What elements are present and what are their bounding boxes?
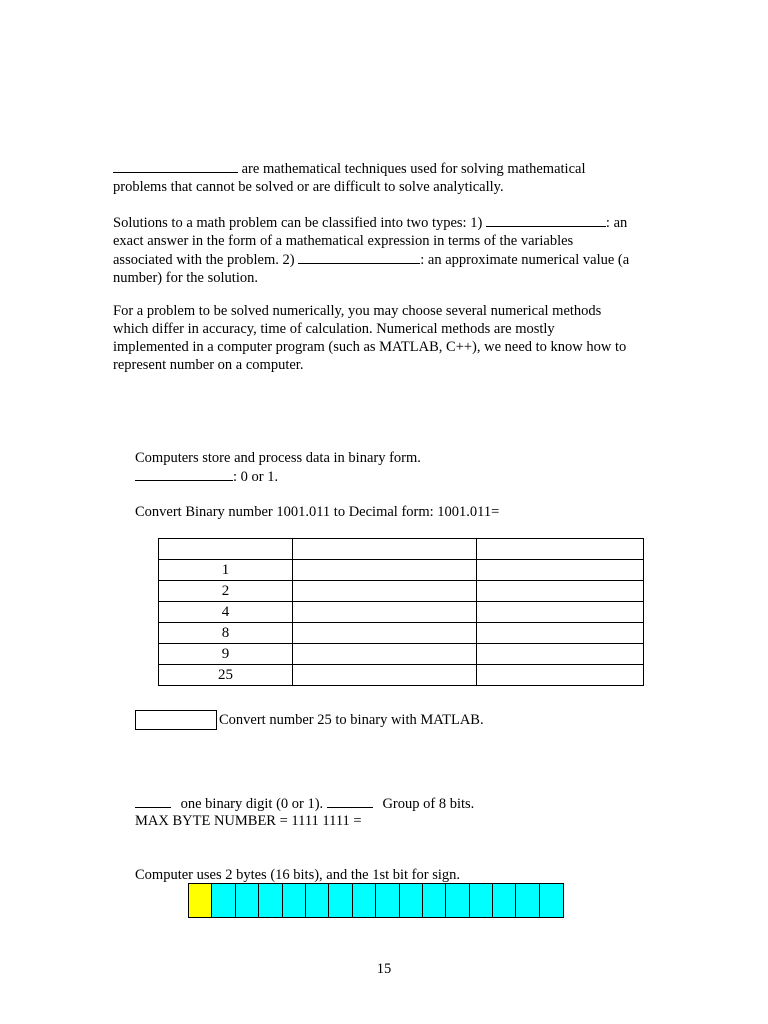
table-cell[interactable] <box>477 560 644 581</box>
table-row <box>159 665 644 686</box>
bit-cell <box>306 884 329 917</box>
sixteen-bit-diagram <box>188 883 564 918</box>
table-row <box>159 581 644 602</box>
computer-bytes-line: Computer uses 2 bytes (16 bits), and the 1st bit for sign. <box>135 867 461 883</box>
table-cell: 9 <box>159 644 293 665</box>
table-row <box>159 602 644 623</box>
table-cell[interactable] <box>293 539 477 560</box>
table-cell[interactable] <box>293 644 477 665</box>
bit-cell <box>329 884 352 917</box>
intro-p3-line2: which differ in accuracy, time of calculation. Numerical methods are mostly <box>113 321 555 337</box>
table-cell[interactable] <box>477 623 644 644</box>
table-cell[interactable] <box>477 644 644 665</box>
bit-cell <box>400 884 423 917</box>
intro-p2-line1-a: Solutions to a math problem can be classified into two types: 1) <box>113 215 486 231</box>
intro-p2-line3-a: associated with the problem. 2) <box>113 252 299 268</box>
bit-cell <box>516 884 539 917</box>
intro-p1-line2: problems that cannot be solved or are difficult to solve analytically. <box>113 179 504 195</box>
table-row <box>159 644 644 665</box>
table-cell[interactable] <box>477 602 644 623</box>
bit-cell <box>376 884 399 917</box>
page-number: 15 <box>376 961 392 977</box>
bit-cell <box>470 884 493 917</box>
intro-p2-line4: number) for the solution. <box>113 270 258 286</box>
intro-p2-line3-b: : an approximate numerical value (a <box>420 252 630 268</box>
bit-cell <box>446 884 469 917</box>
intro-p1-text: are mathematical techniques used for solving mathematical <box>238 161 586 177</box>
intro-p3-line1: For a problem to be solved numerically, you may choose several numerical methods <box>113 303 602 319</box>
bit-cell <box>259 884 282 917</box>
intro-p2-line2: exact answer in the form of a mathematical expression in terms of the variables <box>113 233 574 249</box>
conversion-table <box>158 538 644 686</box>
matlab-answer-box[interactable] <box>135 710 217 730</box>
answer-blank-1[interactable] <box>113 159 238 173</box>
bits-line1-b: Group of 8 bits. <box>378 796 475 812</box>
binary-line-2 <box>135 467 278 486</box>
table-cell[interactable] <box>293 602 477 623</box>
intro-p3-line4: represent number on a computer. <box>113 357 304 373</box>
bits-line-1 <box>135 794 474 813</box>
intro-p2-line1-b: : an <box>605 215 628 231</box>
table-row <box>159 623 644 644</box>
bit-cell <box>540 884 563 917</box>
bit-cell <box>353 884 376 917</box>
binary-line-1: Computers store and process data in binary form. <box>135 450 421 466</box>
table-cell: 1 <box>159 560 293 581</box>
bit-cell <box>423 884 446 917</box>
intro-paragraph-3 <box>113 302 653 374</box>
table-cell: 2 <box>159 581 293 602</box>
bit-cell <box>493 884 516 917</box>
answer-blank-analytical[interactable] <box>486 213 606 227</box>
bit-cell <box>212 884 235 917</box>
answer-blank-byte-term[interactable] <box>327 794 373 808</box>
table-cell <box>159 539 293 560</box>
table-row <box>159 560 644 581</box>
table-cell[interactable] <box>477 581 644 602</box>
bit-cell <box>283 884 306 917</box>
intro-paragraph-2 <box>113 213 653 287</box>
matlab-instruction: Convert number 25 to binary with MATLAB. <box>219 712 484 728</box>
intro-p3-line3: implemented in a computer program (such as MATLAB, C++), we need to know how to <box>113 339 627 355</box>
table-cell: 25 <box>159 665 293 686</box>
table-row <box>159 539 644 560</box>
convert-instruction: Convert Binary number 1001.011 to Decimal form: 1001.011= <box>135 504 500 520</box>
table-cell[interactable] <box>293 560 477 581</box>
answer-blank-numerical[interactable] <box>298 250 420 264</box>
sign-bit-cell <box>189 884 212 917</box>
answer-blank-bit-term[interactable] <box>135 794 171 808</box>
table-cell[interactable] <box>477 665 644 686</box>
max-byte-line: MAX BYTE NUMBER = 1111 1111 = <box>135 813 362 829</box>
table-cell[interactable] <box>293 665 477 686</box>
binary-line2-text: : 0 or 1. <box>233 469 279 485</box>
bit-cell <box>236 884 259 917</box>
answer-blank-bit[interactable] <box>135 467 233 481</box>
intro-paragraph-1 <box>113 159 653 196</box>
table-cell[interactable] <box>293 581 477 602</box>
table-cell: 4 <box>159 602 293 623</box>
table-cell[interactable] <box>477 539 644 560</box>
bits-line1-a: one binary digit (0 or 1). <box>177 796 327 812</box>
table-cell[interactable] <box>293 623 477 644</box>
table-cell: 8 <box>159 623 293 644</box>
